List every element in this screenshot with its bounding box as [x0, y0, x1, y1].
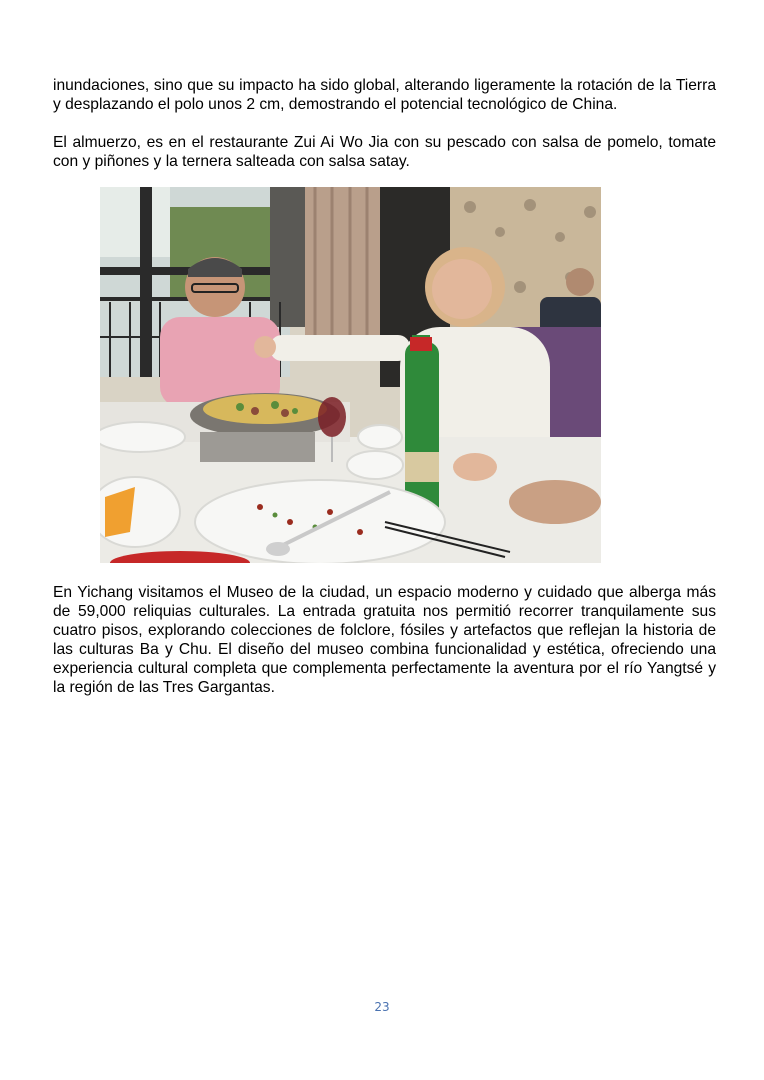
paragraph-yichang-museum: En Yichang visitamos el Museo de la ciudad, un espacio moderno y cuidado que alberga más de 59,000 reliquias culturales. La entrada gratuita nos permitió recorrer tranquilamente sus cuatro pisos, explorando colecciones de folclore, fósiles y artefactos que reflejan la historia de las culturas Ba y Chu. El diseño del museo combina funcionalidad y estética, ofreciendo una experiencia cultural completa que complementa perfectamente la aventura por el río Yangtsé y la región de las Tres Gargantas. [53, 584, 716, 696]
paragraph-lunch: El almuerzo, es en el restaurante Zui Ai Wo Jia con su pescado con salsa de pomelo, tomate con y piñones y la ternera salteada con salsa satay. [53, 134, 716, 170]
page-number: 23 [374, 1000, 390, 1014]
restaurant-photo [100, 187, 601, 563]
paragraph-flood-impact: inundaciones, sino que su impacto ha sido global, alterando ligeramente la rotación de la Tierra y desplazando el polo unos 2 cm, demostrando el potencial tecnológico de China. [53, 77, 716, 113]
